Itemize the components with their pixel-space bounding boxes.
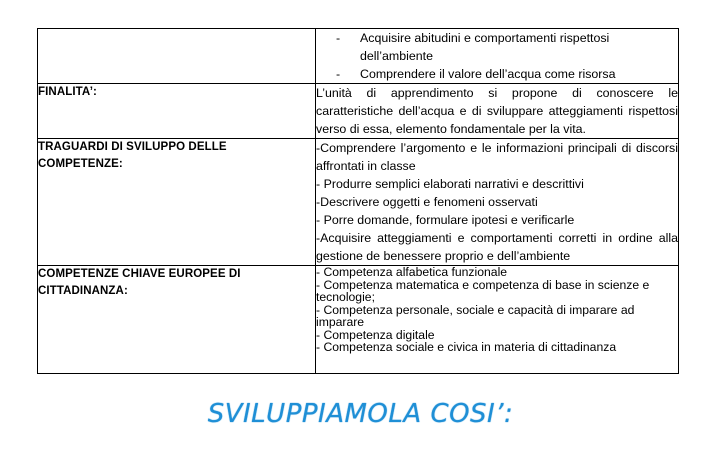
competenze-label-line2: CITTADINANZA:: [38, 285, 128, 297]
row-competenze: [38, 266, 679, 374]
traguardi-label-line2: COMPETENZE:: [38, 158, 123, 170]
competenze-label-cell: [38, 266, 316, 374]
competenze-value-cell: [316, 266, 679, 374]
competenze-label-line1: COMPETENZE CHIAVE EUROPEE DI: [38, 268, 241, 280]
finalita-label: FINALITA’:: [38, 84, 316, 139]
obiettivi-label-cell: [38, 29, 316, 84]
list-item: - Competenza sociale e civica in materia di cittadinanza: [316, 340, 617, 354]
row-obiettivi: [38, 29, 679, 84]
row-traguardi: [38, 139, 679, 266]
finalita-text: L’unità di apprendimento si propone di conoscere le caratteristiche dell’acqua e di sviluppare atteggiamenti rispettosi verso di essa, elemento fondamentale per la vita.: [316, 86, 678, 136]
list-item: - Competenza personale, sociale e capacità di imparare ad imparare: [316, 302, 635, 329]
list-item: dell’ambiente: [360, 49, 434, 63]
row-finalita: [38, 84, 679, 139]
list-item: -Acquisire atteggiamenti e comportamenti corretti in ordine alla gestione de benessere proprio e dell’ambiente: [316, 231, 678, 263]
obiettivi-value-cell: [316, 29, 679, 84]
list-item: - Produrre semplici elaborati narrativi e descrittivi: [316, 177, 584, 191]
list-item: - Porre domande, formulare ipotesi e verificarle: [316, 213, 575, 227]
list-item: - Competenza alfabetica funzionale: [316, 265, 508, 279]
finalita-value-cell: [316, 84, 679, 139]
list-item: -Comprendere l’argomento e le informazioni principali di discorsi affrontati in classe: [316, 141, 678, 173]
traguardi-label-line1: TRAGUARDI DI SVILUPPO DELLE: [38, 141, 227, 153]
list-item: - Competenza matematica e competenza di base in scienze e tecnologie;: [316, 277, 650, 304]
section-title: SVILUPPIAMOLA COSI’:: [207, 399, 514, 429]
traguardi-label-cell: [38, 139, 316, 266]
traguardi-value-cell: [316, 139, 679, 266]
list-item: -Descrivere oggetti e fenomeni osservati: [316, 195, 538, 209]
list-item: - Acquisire abitudini e comportamenti rispettosi: [336, 31, 610, 45]
obiettivi-list: [316, 29, 678, 83]
unit-plan-table: [37, 28, 679, 374]
list-item: - Comprendere il valore dell’acqua come risorsa: [336, 67, 616, 81]
list-item: - Competenza digitale: [316, 327, 435, 342]
